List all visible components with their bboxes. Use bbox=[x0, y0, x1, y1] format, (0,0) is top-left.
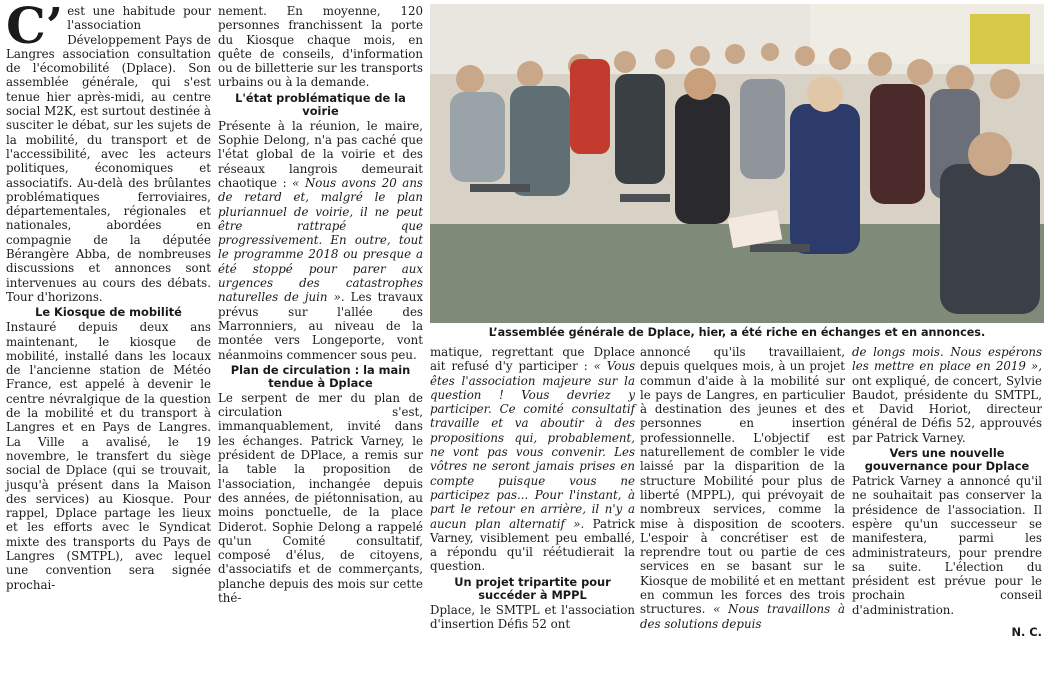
intro-text: est une habitude pour l'association Développement Pays de Langres association consultation de l'écomobilité (Dplace). Son assemblée générale, qui s'est tenue hier après-midi, au centre social M2K, est surtout destinée à susciter le débat, sur les sujets de la mobilité, du transport et de l'accessibilité, avec les acteurs politiques, économiques et associatifs. Au-delà des brûlantes problématiques ferroviaires, départementales, régionales et nationales, abordées en compagnie de la députée Bérangère Abba, de nombreuses discussions et annonces sont intervenues au cours des débats. Tour d'horizons. bbox=[6, 4, 211, 304]
article-column-4 bbox=[640, 345, 845, 631]
heading-voirie: L'état problématique de la voirie bbox=[235, 90, 406, 118]
photo-caption: L’assemblée générale de Dplace, hier, a été riche en échanges et en annonces. bbox=[488, 326, 986, 339]
heading-plan-circulation: Plan de circulation : la main tendue à Dplace bbox=[230, 362, 411, 390]
heading-projet-tripartite: Un projet tripartite pour succéder à MPPL bbox=[454, 574, 611, 602]
kiosque-continued-paragraph: nement. En moyenne, 120 personnes franchissent la porte du Kiosque chaque mois, en quête de conseils, d'information ou de billetterie sur les transports urbains ou à la demande. bbox=[218, 4, 423, 90]
article-column-1 bbox=[6, 0, 211, 592]
article-column-5 bbox=[852, 345, 1042, 639]
tripartite-end-paragraph bbox=[852, 345, 1042, 445]
heading-kiosque: Le Kiosque de mobilité bbox=[35, 305, 182, 320]
tripartite-quote-start: « Nous travaillons à des solutions depuis bbox=[640, 602, 845, 631]
heading-gouvernance: Vers une nouvelle gouvernance pour Dplace bbox=[864, 446, 1030, 474]
kiosque-paragraph: Instauré depuis deux ans maintenant, le kiosque de mobilité, installé dans les locaux de l'ancienne station de Météo France, est appelé à devenir le centre névralgique de la question de la mobilité et du transport à Langres et en Pays de Langres. La Ville a avalisé, le 19 novembre, le transfert du siège social de Dplace (qui se trouvait, jusqu'à présent dans la Maison des services) au Kiosque. Pour rappel, Dplace partage les lieux et les efforts avec le Syndicat mixte des transports du Pays de Langres (SMTPL), avec lequel une convention sera signée prochai- bbox=[6, 320, 211, 592]
assembly-photo bbox=[430, 4, 1044, 323]
comite-text-start: matique, regrettant que Dplace ait refusé d'y participer : bbox=[430, 345, 635, 374]
article-column-2 bbox=[218, 4, 423, 605]
voirie-quote: « Nous avons 20 ans de retard et, malgré le plan pluriannuel de voirie, il ne peut être rattrapé que progressivement. En outre, tout le programme 2018 ou presque a été stoppé pour parer aux urgences des catastrophes naturelles de juin ». bbox=[218, 175, 423, 305]
circulation-paragraph: Le serpent de mer du plan de circulation s'est, immanquablement, invité dans les échanges. Patrick Varney, le président de DPlace, a remis sur la table la proposition de l'association, inchangée depuis des années, de piétonnisation, au moins ponctuelle, de la place Diderot. Sophie Delong a rappelé qu'un Comité consultatif, composé d'élus, de citoyens, d'associatifs et de commerçants, planche depuis des mois sur cette thé- bbox=[218, 390, 423, 605]
tripartite-continued-paragraph bbox=[640, 345, 845, 631]
comite-paragraph bbox=[430, 345, 635, 574]
author-signature: N. C. bbox=[1011, 625, 1042, 640]
tripartite-end-text: ont expliqué, de concert, Sylvie Baudot, présidente du SMTPL, et David Horiot, directeur général de Défis 52, approuvés par Patrick Varney. bbox=[852, 373, 1042, 445]
drop-cap: C’ bbox=[6, 0, 64, 55]
voirie-text-start: Présente à la réunion, le maire, Sophie Delong, n'a pas caché que l'état global de la voirie et des réseaux langrois demeurait chaotique : bbox=[218, 118, 423, 190]
comite-quote: « Vous êtes l'association majeure sur la question ! Vous devriez y participer. Ce comité consultatif travaille et va aboutir à des propositions qui, probablement, ne vont pas vous convenir. Les vôtres ne seront jamais prises en compte puisque vous ne participez pas... Pour l'instant, à part le retour en arrière, il n'y a aucun plan alternatif ». bbox=[430, 359, 635, 531]
voirie-paragraph bbox=[218, 119, 423, 362]
tripartite-quote-end: de longs mois. Nous espérons les mettre en place en 2019 », bbox=[852, 345, 1042, 374]
article-column-3 bbox=[430, 345, 635, 631]
assembly-photo-illustration bbox=[430, 4, 1044, 323]
tripartite-paragraph: Dplace, le SMTPL et l'association d'insertion Défis 52 ont bbox=[430, 602, 635, 632]
voirie-text-end: Les travaux prévus sur l'allée des Marronniers, au niveau de la montée vers Longeporte, vont néanmoins commencer sous peu. bbox=[218, 290, 423, 362]
intro-paragraph bbox=[6, 0, 211, 304]
gouvernance-paragraph: Patrick Varney a annoncé qu'il ne souhaitait pas conserver la présidence de l'association. Il espère qu'un successeur se manifestera, parmi les administrateurs, pour prendre sa suite. L'élection du président est prévue pour le prochain conseil d'administration. bbox=[852, 474, 1042, 617]
comite-text-end: Patrick Varney, visiblement peu emballé, a répondu qu'il réétudierait la question. bbox=[430, 516, 635, 574]
tripartite-continued-text: annoncé qu'ils travaillaient, depuis quelques mois, à un projet commun d'aide à la mobilité sur le pays de Langres, en particulier à destination des jeunes et des personnes en insertion professionnelle. L'objectif est naturellement de combler le vide laissé par la disparition de la structure Mobilité pour plus de liberté (MPPL), qui prévoyait de nombreux services, comme la mise à disposition de scooters. L'espoir à concrétiser est de reprendre tout ou partie de ces services en se basant sur le Kiosque de mobilité et en mettant en commun les forces des trois structures. bbox=[640, 345, 845, 617]
